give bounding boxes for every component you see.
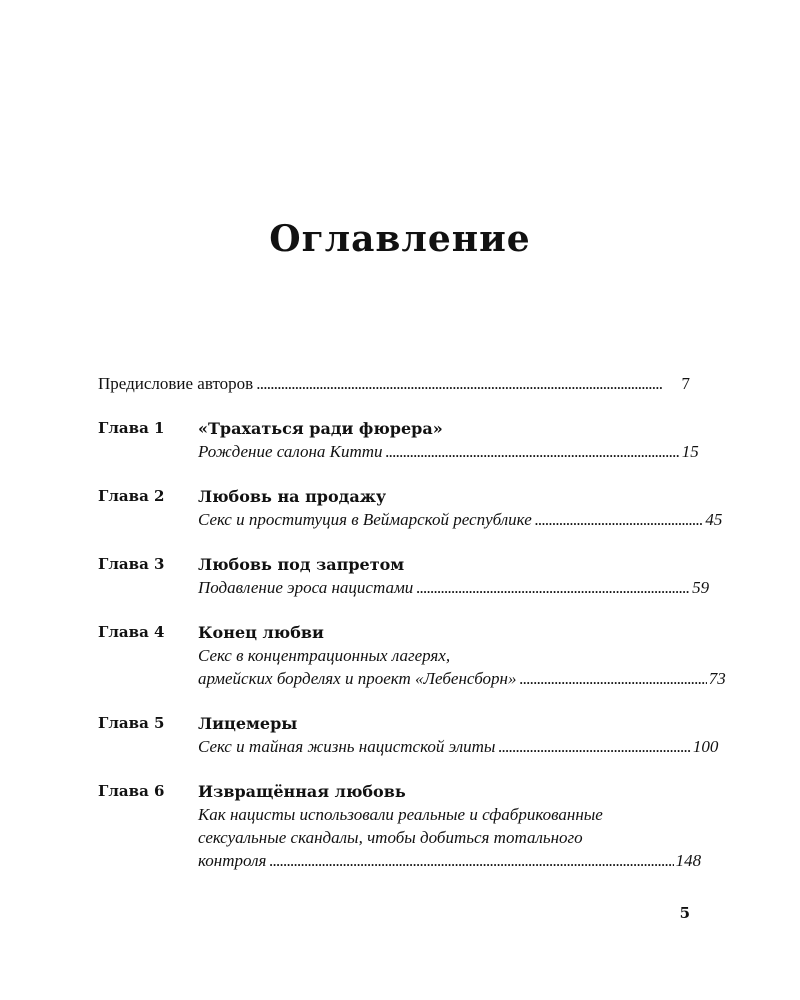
chapter-number: Глава 4 <box>98 623 165 641</box>
chapter-subtitle: Рождение салона Китти <box>198 442 383 461</box>
chapter-subtitle: Секс в концентрационных лагерях, <box>198 646 451 665</box>
chapter-page: 73 <box>708 669 726 688</box>
chapter-subtitle: Секс и проституция в Веймарской республике <box>198 510 532 529</box>
chapter-title: Конец любви <box>198 623 324 642</box>
chapter-subtitle: контроля <box>198 851 267 870</box>
toc-chapter-4[interactable] <box>98 621 726 690</box>
chapter-number: Глава 6 <box>98 782 165 800</box>
toc-chapter-3[interactable] <box>98 553 710 599</box>
dot-leader <box>416 576 690 599</box>
dot-leader <box>386 440 680 463</box>
table-of-contents <box>98 372 726 894</box>
chapter-number: Глава 2 <box>98 487 165 505</box>
preface-page: 7 <box>681 374 690 393</box>
chapter-subtitle: Подавление эроса нацистами <box>198 578 414 597</box>
chapter-subtitle: Секс и тайная жизнь нацистской элиты <box>198 737 496 756</box>
chapter-page: 15 <box>681 442 699 461</box>
toc-chapter-2[interactable] <box>98 485 723 531</box>
chapter-subtitle: Как нацисты использовали реальные и сфабрикованные <box>198 805 603 824</box>
page-number: 5 <box>679 904 690 922</box>
dot-leader <box>535 508 704 531</box>
chapter-title: Любовь под запретом <box>198 555 405 574</box>
chapter-page: 148 <box>675 851 702 870</box>
chapter-number: Глава 3 <box>98 555 165 573</box>
chapter-title: Лицемеры <box>198 714 298 733</box>
page-title: Оглавление <box>269 218 531 260</box>
preface-label: Предисловие авторов <box>98 374 254 393</box>
dot-leader <box>256 372 679 395</box>
chapter-title: «Трахаться ради фюрера» <box>198 419 443 438</box>
chapter-number: Глава 5 <box>98 714 165 732</box>
chapter-number: Глава 1 <box>98 419 165 437</box>
chapter-title: Извращённая любовь <box>198 782 406 801</box>
toc-chapter-1[interactable] <box>98 417 699 463</box>
dot-leader <box>269 849 673 872</box>
chapter-title: Любовь на продажу <box>198 487 387 506</box>
chapter-subtitle: армейских борделях и проект «Лебенсборн» <box>198 669 517 688</box>
toc-chapter-5[interactable] <box>98 712 719 758</box>
chapter-page: 100 <box>692 737 719 756</box>
toc-chapter-6[interactable] <box>98 780 702 872</box>
toc-preface[interactable] <box>98 372 690 395</box>
dot-leader <box>498 735 690 758</box>
dot-leader <box>519 667 706 690</box>
chapter-page: 45 <box>705 510 723 529</box>
chapter-subtitle: сексуальные скандалы, чтобы добиться тотального <box>198 828 583 847</box>
chapter-page: 59 <box>692 578 710 597</box>
